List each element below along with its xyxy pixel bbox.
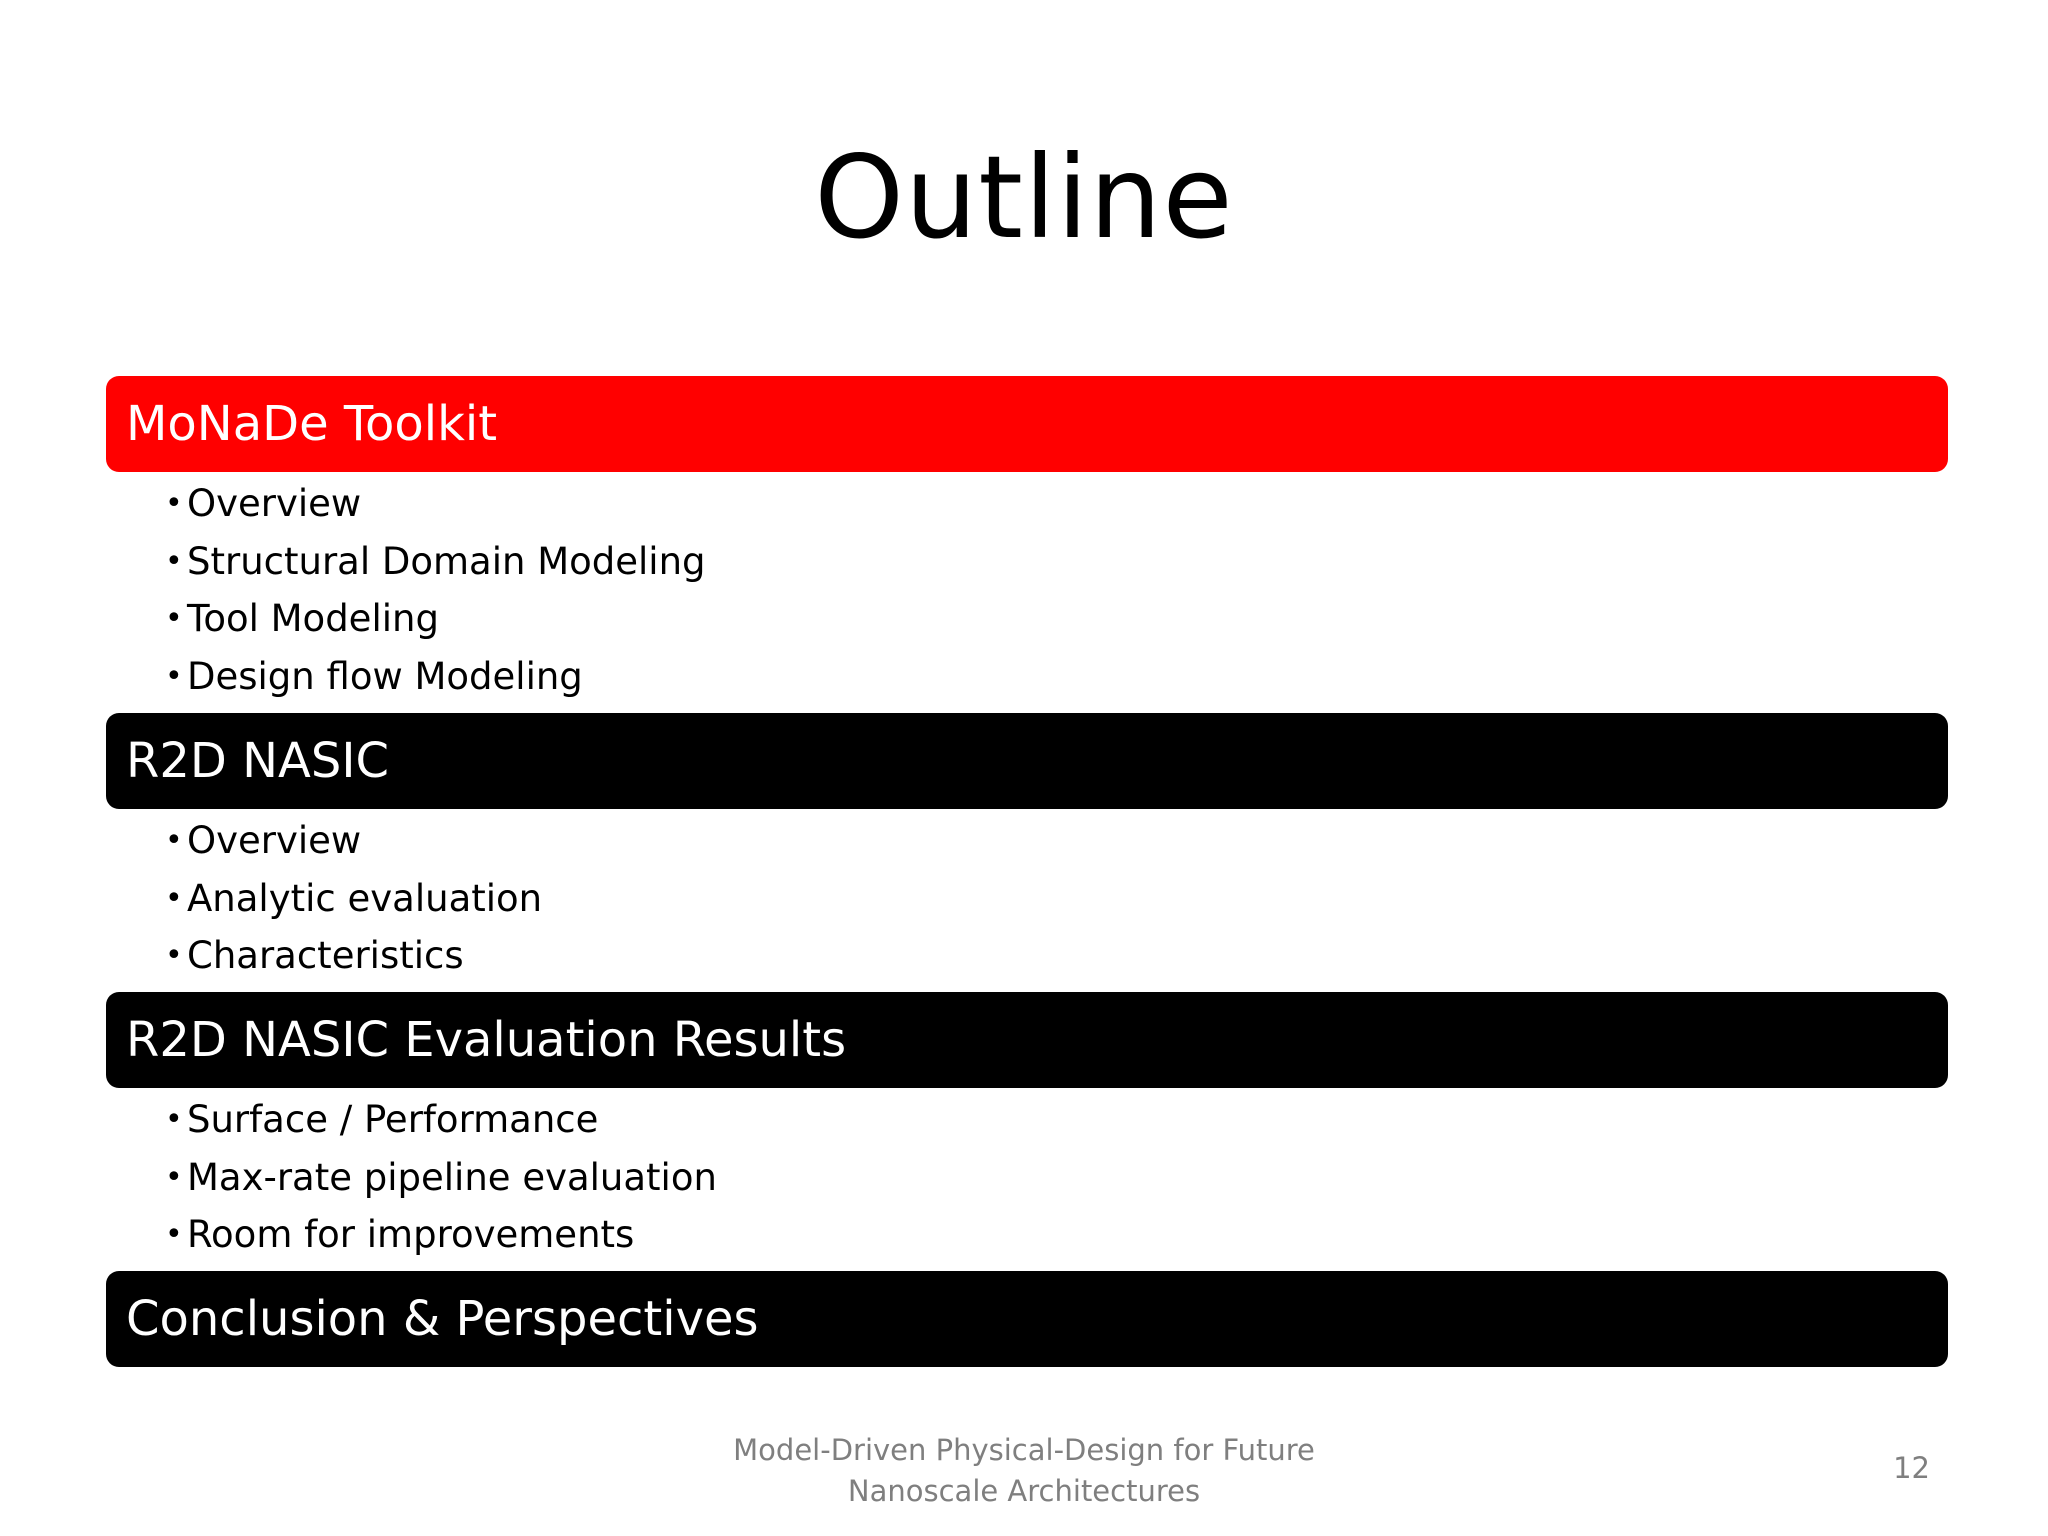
bullet-icon: •	[165, 658, 183, 694]
section-header-label: MoNaDe Toolkit	[126, 396, 498, 452]
bullet-item	[165, 870, 542, 928]
bullet-icon: •	[165, 1102, 183, 1138]
bullet-icon: •	[165, 486, 183, 522]
bullet-item	[165, 590, 706, 648]
bullet-text: Room for improvements	[187, 1213, 635, 1257]
bullet-item	[165, 1091, 717, 1149]
section-header-r2d-nasic	[106, 713, 1948, 809]
bullet-item	[165, 812, 542, 870]
bullet-icon: •	[165, 938, 183, 974]
bullet-icon: •	[165, 1159, 183, 1195]
section-header-label: Conclusion & Perspectives	[126, 1291, 759, 1347]
bullet-text: Max-rate pipeline evaluation	[187, 1155, 717, 1199]
bullet-text: Overview	[187, 819, 362, 863]
section-header-r2d-nasic-evaluation-results	[106, 992, 1948, 1088]
section-header-label: R2D NASIC Evaluation Results	[126, 1012, 847, 1068]
section-header-monade-toolkit	[106, 376, 1948, 472]
bullet-icon: •	[165, 543, 183, 579]
bullet-text: Characteristics	[187, 934, 464, 978]
bullet-item	[165, 927, 542, 985]
section-bullets-monade-toolkit	[165, 475, 706, 705]
section-header-label: R2D NASIC	[126, 733, 389, 789]
slide-title: Outline	[814, 131, 1234, 264]
section-bullets-r2d-nasic	[165, 812, 542, 985]
bullet-icon: •	[165, 601, 183, 637]
bullet-item	[165, 648, 706, 706]
slide-footer	[624, 1430, 1424, 1512]
footer-line-1: Model-Driven Physical-Design for Future	[733, 1433, 1315, 1467]
bullet-item	[165, 1149, 717, 1207]
bullet-text: Analytic evaluation	[187, 876, 543, 920]
bullet-text: Tool Modeling	[187, 597, 439, 641]
section-header-conclusion-perspectives	[106, 1271, 1948, 1367]
bullet-item	[165, 475, 706, 533]
page-number: 12	[1893, 1451, 1930, 1485]
footer-line-2: Nanoscale Architectures	[847, 1474, 1201, 1508]
bullet-text: Structural Domain Modeling	[187, 539, 706, 583]
section-bullets-r2d-nasic-evaluation-results	[165, 1091, 717, 1264]
bullet-icon: •	[165, 880, 183, 916]
bullet-text: Design flow Modeling	[187, 654, 583, 698]
bullet-item	[165, 1206, 717, 1264]
bullet-text: Surface / Performance	[187, 1098, 599, 1142]
bullet-item	[165, 533, 706, 591]
bullet-icon: •	[165, 823, 183, 859]
bullet-text: Overview	[187, 482, 362, 526]
bullet-icon: •	[165, 1217, 183, 1253]
